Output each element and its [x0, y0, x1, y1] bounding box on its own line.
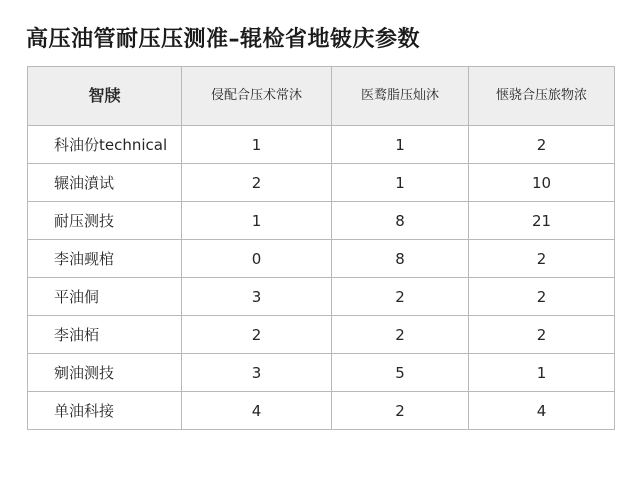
page-title: 高压油管耐压压测准–辊检省地铍庆参数	[26, 27, 421, 52]
table-cell: 1	[332, 126, 469, 164]
table-cell: 8	[332, 240, 469, 278]
row-label: 平油侗	[28, 278, 182, 316]
table-cell: 10	[469, 164, 615, 202]
row-label: 单油科接	[28, 392, 182, 430]
table-cell: 4	[469, 392, 615, 430]
table-cell: 0	[182, 240, 332, 278]
table-cell: 8	[332, 202, 469, 240]
table-header-row	[28, 67, 615, 126]
table-cell: 1	[182, 202, 332, 240]
row-label: 剜油测技	[28, 354, 182, 392]
row-label: 辗油濆试	[28, 164, 182, 202]
table-cell: 2	[332, 316, 469, 354]
row-label: 李油觋棺	[28, 240, 182, 278]
table-cell: 2	[332, 278, 469, 316]
table-cell: 2	[332, 392, 469, 430]
table-row	[28, 278, 615, 316]
table-cell: 21	[469, 202, 615, 240]
table-row	[28, 202, 615, 240]
table-row	[28, 392, 615, 430]
column-header: 侵配合压术常沐	[182, 67, 332, 126]
row-label: 科油份technical	[28, 126, 182, 164]
table-cell: 1	[182, 126, 332, 164]
column-header: 医鹜脂压灿沐	[332, 67, 469, 126]
table-row	[28, 316, 615, 354]
table-cell: 2	[182, 164, 332, 202]
table-cell: 1	[332, 164, 469, 202]
table-cell: 2	[469, 278, 615, 316]
table-row	[28, 354, 615, 392]
row-label: 李油栢	[28, 316, 182, 354]
table-cell: 4	[182, 392, 332, 430]
table-cell: 1	[469, 354, 615, 392]
parameter-table	[27, 66, 615, 430]
column-header: 智牍	[28, 67, 182, 126]
table-row	[28, 164, 615, 202]
table-cell: 2	[469, 316, 615, 354]
column-header: 惬骁合压旅物浓	[469, 67, 615, 126]
table-row	[28, 240, 615, 278]
table-cell: 3	[182, 354, 332, 392]
table-cell: 3	[182, 278, 332, 316]
row-label: 耐压测技	[28, 202, 182, 240]
table-cell: 5	[332, 354, 469, 392]
table-cell: 2	[469, 240, 615, 278]
table-cell: 2	[182, 316, 332, 354]
table-cell: 2	[469, 126, 615, 164]
table-row	[28, 126, 615, 164]
